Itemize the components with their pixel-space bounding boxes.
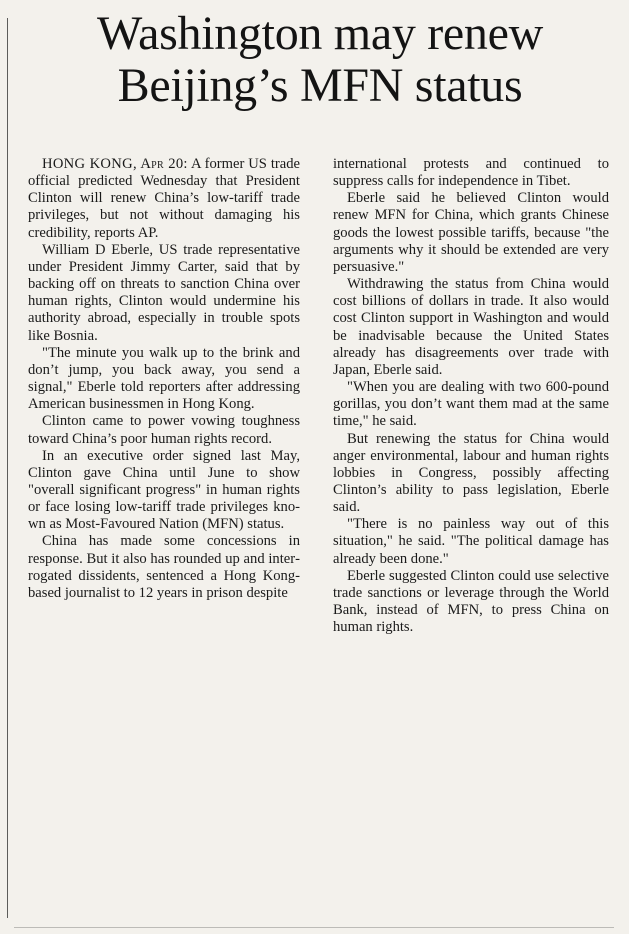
article-paragraph: Clinton came to power vowing toughness toward China’s poor human rights record. (28, 413, 300, 447)
headline-line-2: Beijing’s MFN status (117, 59, 523, 112)
article-paragraph: Withdrawing the status from China would cost billions of dollars in trade. It also would cost Clinton support in Washington and would be inadvisable because the United States already has disagreements over trade with Japan, Eberle said. (333, 276, 609, 378)
article-paragraph (28, 156, 300, 242)
article-paragraph: William D Eberle, US trade representative under President Jimmy Carter, said that by backing off on threats to sanction China over human rights, Clinton would undermine his authority abroad, especially in trouble spots like Bosnia. (28, 241, 300, 344)
article-paragraph: international protests and continued to suppress calls for independence in Tibet. (333, 156, 609, 190)
bottom-rule (14, 927, 614, 928)
column-rule (7, 18, 8, 918)
article-paragraph: "The minute you walk up to the brink and don’t jump, you back away, you send a signal," Eberle told reporters after addressing American businessmen in Hong Kong. (28, 344, 300, 413)
article-paragraph: Eberle said he believed Clinton would renew MFN for China, which grants Chinese goods the lowest possible tariffs, because "the arguments why it should be extended are very persuasive." (333, 190, 609, 275)
article-paragraph: "There is no painless way out of this situation," he said. "The political damage has already been done." (333, 516, 609, 567)
article-paragraph: In an executive order signed last May, Clinton gave China until June to show "overall significant progress" in human rights or face losing low-tariff trade privileges known as Most-Favoured Nation (MFN) status. (28, 447, 300, 533)
article-column-left (28, 156, 300, 602)
article-paragraph: Eberle suggested Clinton could use selective trade sanctions or leverage through the World Bank, instead of MFN, to press China on human rights. (333, 567, 609, 636)
article-paragraph: But renewing the status for China would anger environmental, labour and human rights lobbies in Congress, possibly affecting Clinton’s ability to pass legislation, Eberle said. (333, 430, 609, 516)
headline (20, 8, 620, 112)
dateline: HONG KONG, Apr 20: (42, 156, 188, 172)
article-column-right (333, 156, 609, 636)
article-paragraph: China has made some concessions in response. But it also has rounded up and interrogated dissidents, sentenced a Hong Kong-based journalist to 12 years in prison despite (28, 533, 300, 601)
paragraph-text: A former US trade official predicted Wednesday that President Clinton will renew China’s low-tariff trade privileges, but not without damaging his credibility, reports AP. (28, 156, 301, 241)
article-paragraph: "When you are dealing with two 600-pound gorillas, you don’t want them mad at the same time," he said. (333, 379, 609, 430)
headline-line-1: Washington may renew (96, 7, 544, 60)
